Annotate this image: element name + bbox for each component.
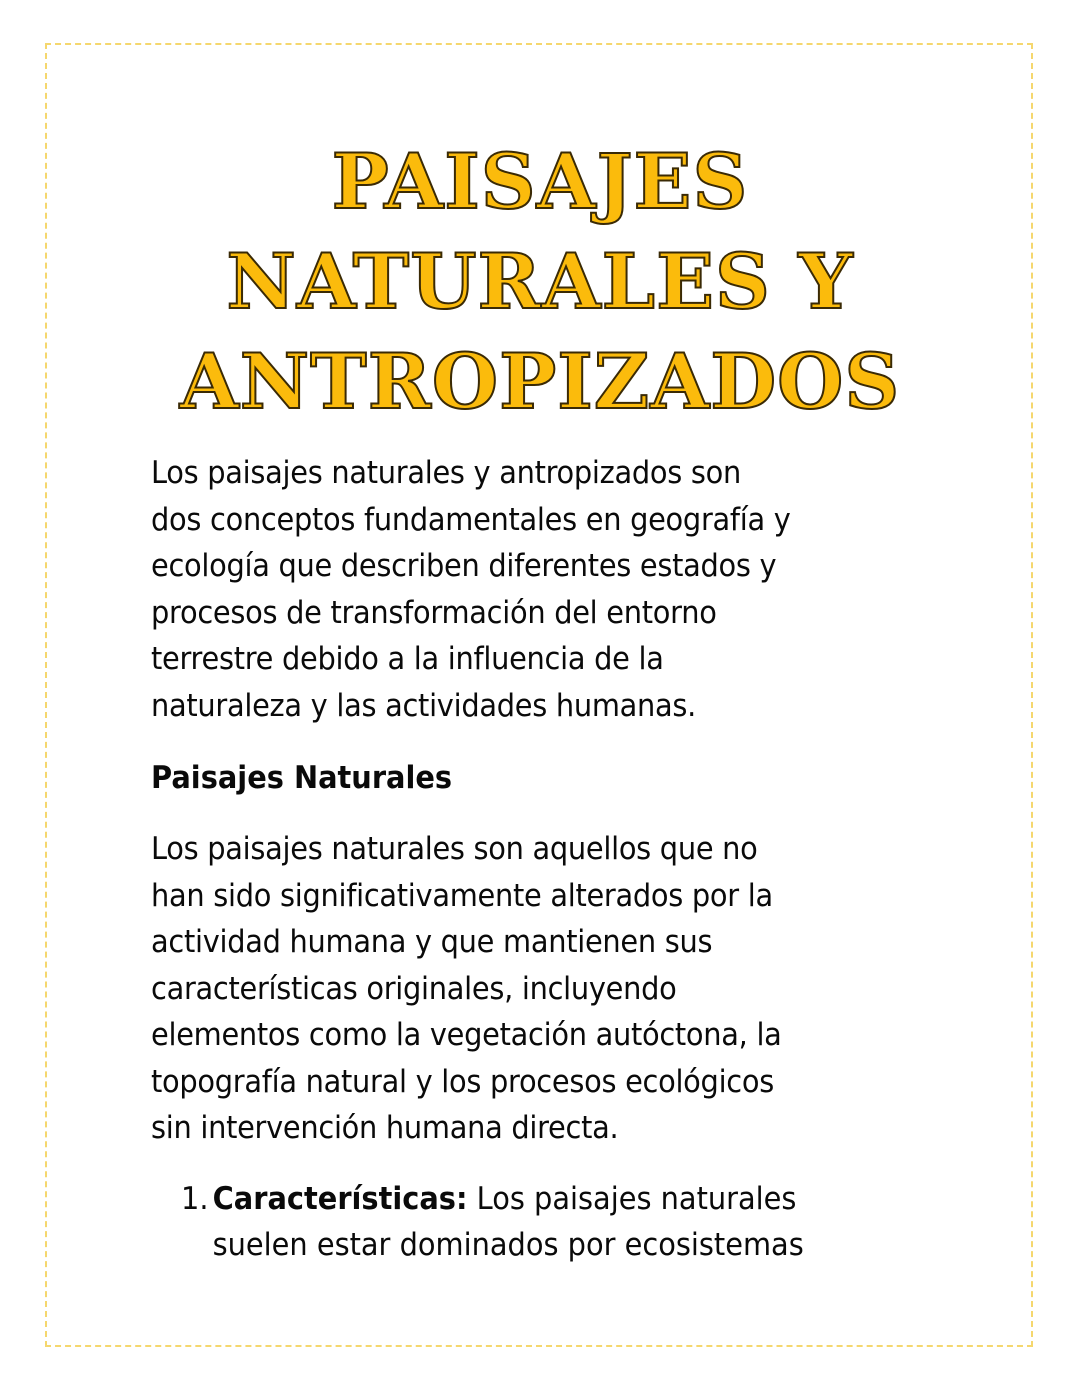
list-item-text: Los paisajes naturales [467,1181,797,1217]
page-title [0,132,1080,432]
intro-line: procesos de transformación del entorno [151,594,717,631]
title-line-3: ANTROPIZADOS [179,337,901,426]
natural-line: Los paisajes naturales son aquellos que no [151,831,758,867]
natural-paragraph [151,826,951,1152]
intro-line: terrestre debido a la influencia de la [151,641,664,677]
intro-line: naturaleza y las actividades humanas. [151,687,697,724]
intro-line: Los paisajes naturales y antropizados son [151,455,741,491]
natural-line: características originales, incluyendo [151,970,677,1007]
list-item-label: Características: [212,1181,468,1217]
natural-line: han sido significativamente alterados por la [151,877,773,914]
intro-line: ecología que describen diferentes estados y [151,548,777,584]
title-line-2: NATURALES Y [226,237,854,326]
characteristics-list [181,1176,981,1268]
title-line-1: PAISAJES [331,137,749,226]
intro-paragraph [151,450,951,729]
list-item-line-1 [213,1176,981,1222]
natural-line: elementos como la vegetación autóctona, la [151,1017,782,1053]
list-item-number: 1. [181,1181,209,1217]
natural-line: actividad humana y que mantienen sus [151,924,713,960]
natural-line: topografía natural y los procesos ecológicos [151,1063,774,1100]
list-item [181,1176,981,1268]
list-item-line-2: suelen estar dominados por ecosistemas [212,1227,804,1263]
intro-line: dos conceptos fundamentales en geografía y [151,501,791,538]
section-heading-paisajes-naturales: Paisajes Naturales [151,760,453,796]
natural-line: sin intervención humana directa. [151,1110,619,1146]
